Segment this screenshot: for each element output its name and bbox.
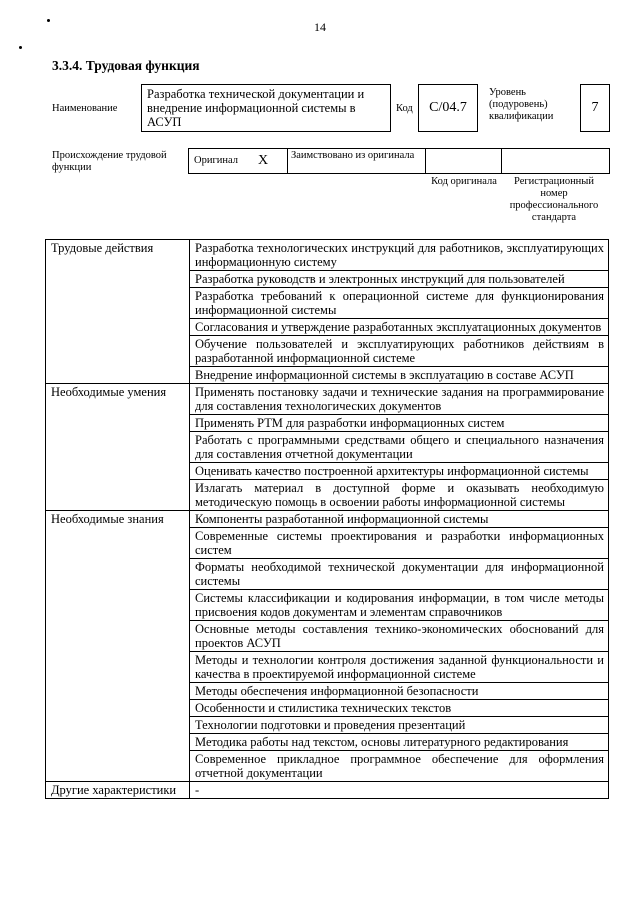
group-item: Технологии подготовки и проведения презентаций	[190, 717, 609, 734]
group-item: Основные методы составления технико-экономических обоснований для проектов АСУП	[190, 621, 609, 652]
original-mark: Х	[258, 153, 269, 168]
group-label: Необходимые умения	[46, 384, 190, 511]
section-title: 3.3.4. Трудовая функция	[52, 58, 200, 73]
group-item: Методы и технологии контроля достижения заданной функциональности и качества в проектируемой информационной системе	[190, 652, 609, 683]
function-name-box: Разработка технической документации и внедрение информационной системы в АСУП	[141, 84, 391, 132]
qualification-level: 7	[580, 84, 610, 132]
scan-dot	[47, 19, 50, 22]
name-label: Наименование	[52, 103, 118, 114]
reg-number-caption: Регистрационный номер профессионального стандарта	[509, 176, 599, 223]
origin-label: Происхождение трудовой функции	[52, 150, 167, 173]
function-code: C/04.7	[418, 84, 478, 132]
group-item: Системы классификации и кодирования информации, в том числе методы присвоения кодов документам и элементам справочников	[190, 590, 609, 621]
group-item: Методы обеспечения информационной безопасности	[190, 683, 609, 700]
group-item: Особенности и стилистика технических текстов	[190, 700, 609, 717]
table-row	[46, 240, 609, 271]
group-item: Разработка требований к операционной системе для функционирования информационной системы	[190, 288, 609, 319]
origin-code-cell	[426, 148, 502, 174]
group-item: Разработка технологических инструкций для работников, эксплуатирующих информационную систему	[190, 240, 609, 271]
code-original-caption: Код оригинала	[431, 176, 497, 187]
table-row	[46, 384, 609, 415]
group-item: Применять постановку задачи и технические задания на программирование для составления технологических документов	[190, 384, 609, 415]
origin-original-cell	[188, 148, 288, 174]
group-item: Работать с программными средствами общего и специального назначения для составления отчетной документации	[190, 432, 609, 463]
table-row	[46, 511, 609, 528]
group-item: Оценивать качество построенной архитектуры информационной системы	[190, 463, 609, 480]
group-item: Внедрение информационной системы в эксплуатацию в составе АСУП	[190, 367, 609, 384]
group-item: Согласования и утверждение разработанных эксплуатационных документов	[190, 319, 609, 336]
group-item: Форматы необходимой технической документации для информационной системы	[190, 559, 609, 590]
origin-table	[188, 148, 610, 174]
group-label: Трудовые действия	[46, 240, 190, 384]
group-label: Необходимые знания	[46, 511, 190, 782]
group-item: Разработка руководств и электронных инструкций для пользователей	[190, 271, 609, 288]
page-number: 14	[314, 20, 326, 34]
level-label: Уровень (подуровень) квалификации	[489, 87, 554, 122]
code-label: Код	[396, 103, 413, 114]
origin-borrowed-cell: Заимствовано из оригинала	[288, 148, 426, 174]
table-row	[46, 782, 609, 799]
group-label: Другие характеристики	[46, 782, 190, 799]
group-item: Компоненты разработанной информационной системы	[190, 511, 609, 528]
function-details-table	[45, 239, 609, 799]
origin-reg-cell	[502, 148, 610, 174]
group-item: Современное прикладное программное обеспечение для оформления отчетной документации	[190, 751, 609, 782]
group-item: Обучение пользователей и эксплуатирующих работников действиям в разработанной информационной системе	[190, 336, 609, 367]
group-item: -	[190, 782, 609, 799]
group-item: Методика работы над текстом, основы литературного редактирования	[190, 734, 609, 751]
original-label: Оригинал	[194, 155, 238, 166]
scan-dot	[19, 46, 22, 49]
group-item: Современные системы проектирования и разработки информационных систем	[190, 528, 609, 559]
group-item: Излагать материал в доступной форме и оказывать необходимую методическую помощь в освоении работы информационной системы	[190, 480, 609, 511]
group-item: Применять РТМ для разработки информационных систем	[190, 415, 609, 432]
